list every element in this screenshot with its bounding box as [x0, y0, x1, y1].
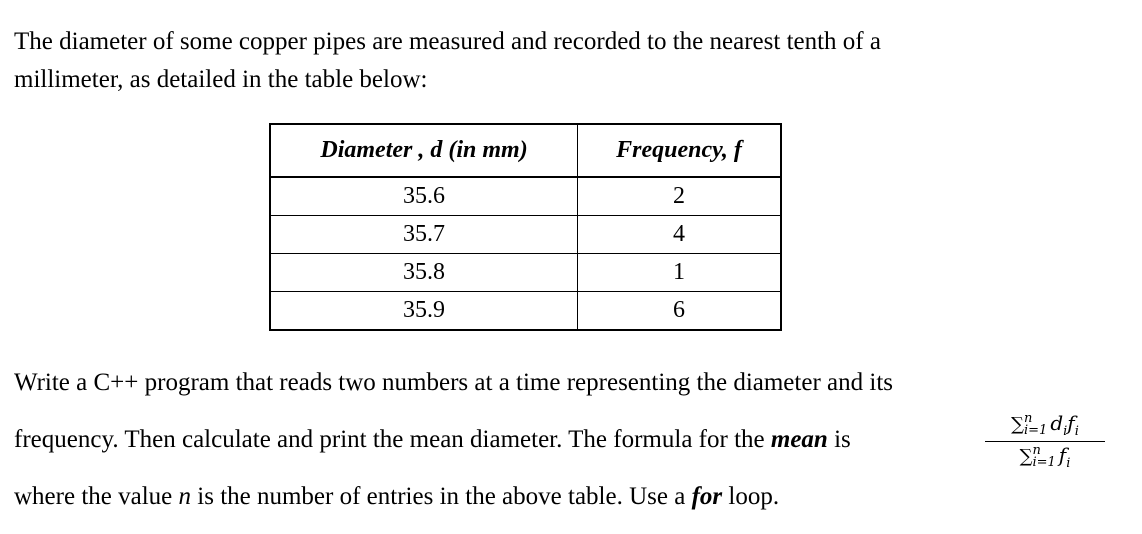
- paragraph-line-3-end: loop.: [722, 483, 780, 510]
- denominator-f-subscript: i: [1066, 456, 1071, 472]
- sum-lower-limit: i=1: [1023, 422, 1048, 438]
- header-frequency: Frequency, f: [578, 124, 781, 177]
- diameter-cell: 35.6: [270, 177, 578, 216]
- paragraph-line-1: Write a C++ program that reads two numbers at a time representing the diameter and its: [14, 369, 893, 396]
- sigma-symbol: ∑: [1011, 414, 1024, 436]
- numerator-d: d: [1050, 411, 1064, 436]
- diameter-cell: 35.9: [270, 292, 578, 331]
- sum-limits: [1024, 413, 1047, 436]
- header-diameter: Diameter , d (in mm): [270, 124, 578, 177]
- sum-upper-limit: n: [1032, 443, 1041, 459]
- paragraph-line-2-end: is: [827, 426, 851, 453]
- table-row: [270, 216, 781, 254]
- for-emphasis: for: [691, 483, 723, 510]
- sigma-symbol: ∑: [1019, 446, 1033, 468]
- intro-line-2: millimeter, as detailed in the table below:: [14, 66, 428, 93]
- mean-formula: [985, 413, 1105, 470]
- variable-n: n: [178, 483, 192, 510]
- numerator-f: f: [1067, 411, 1075, 436]
- paragraph-line-3-start: where the value: [14, 483, 179, 510]
- table-row: [270, 292, 781, 331]
- diameter-cell: 35.8: [270, 254, 578, 292]
- diameter-cell: 35.7: [270, 216, 578, 254]
- intro-line-1: The diameter of some copper pipes are measured and recorded to the nearest tenth of a: [14, 28, 881, 55]
- formula-numerator: [985, 413, 1105, 442]
- mean-emphasis: mean: [770, 426, 828, 453]
- paragraph-line-2-text: frequency. Then calculate and print the mean diameter. The formula for the: [14, 426, 771, 453]
- frequency-cell: 2: [578, 177, 781, 216]
- diameter-frequency-table: [269, 123, 782, 331]
- paragraph-line-2: [14, 427, 851, 452]
- sum-limits: [1032, 445, 1055, 468]
- numerator-d-subscript: i: [1063, 424, 1068, 440]
- table-row: [270, 177, 781, 216]
- sum-upper-limit: n: [1023, 411, 1033, 426]
- frequency-cell: 6: [578, 292, 781, 331]
- table-row: [270, 254, 781, 292]
- numerator-f-subscript: i: [1074, 424, 1079, 440]
- sum-lower-limit: i=1: [1032, 454, 1056, 470]
- denominator-f: f: [1058, 443, 1067, 468]
- formula-denominator: [985, 442, 1105, 470]
- frequency-cell: 1: [578, 254, 781, 292]
- paragraph-line-3: [14, 484, 779, 509]
- paragraph-line-3-mid: is the number of entries in the above table. Use a: [191, 483, 692, 510]
- frequency-cell: 4: [578, 216, 781, 254]
- table-header-row: [270, 124, 781, 177]
